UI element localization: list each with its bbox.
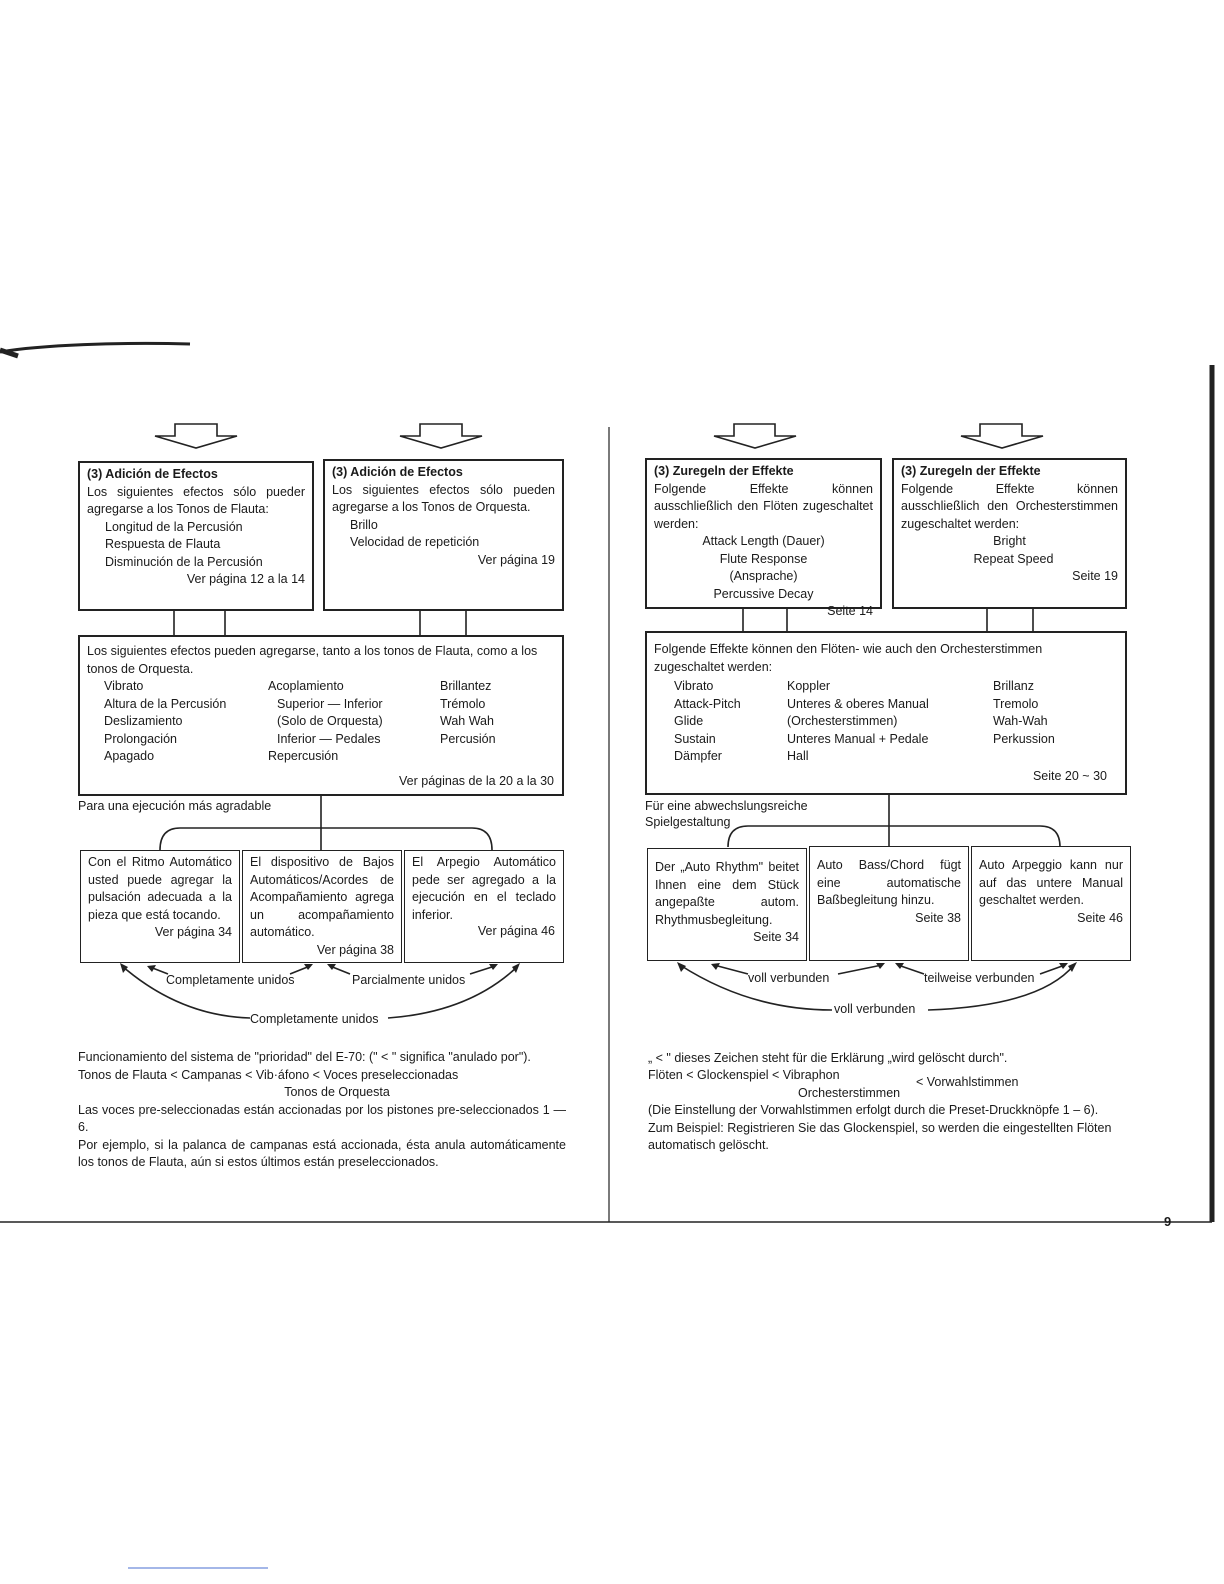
es-flute-page-ref: Ver página 12 a la 14 [186, 572, 305, 586]
es-arpeggio-text: El Arpegio Automático pede ser agregado a la ejecución en el teclado inferior. [412, 855, 556, 922]
es-common-item: Vibrato [104, 679, 144, 693]
es-common-item: Wah Wah [440, 714, 494, 728]
es-box-auto-arpeggio [404, 850, 564, 963]
de-priority-line: (Die Einstellung der Vorwahlstimmen erfolgt durch die Preset-Druckknöpfe 1 – 6). [648, 1103, 1099, 1117]
de-box-flute-effects [645, 458, 882, 618]
de-priority-rest [648, 1102, 1138, 1155]
de-rhythm-page-ref: Seite 34 [753, 930, 799, 944]
de-common-item: Dämpfer [674, 749, 722, 763]
es-common-col-1 [104, 678, 226, 766]
es-box-auto-bass [242, 850, 402, 963]
de-box-auto-bass [809, 846, 969, 961]
de-common-item: Wah-Wah [993, 714, 1048, 728]
es-priority-line: Funcionamiento del sistema de "prioridad" del E-70: (" < " significa "anulado por"). [78, 1050, 531, 1064]
de-common-intro: Folgende Effekte können den Flöten- wie auch den Orchesterstimmen zugeschaltet werden: [654, 642, 1043, 674]
de-common-col-2 [787, 678, 929, 766]
es-common-page-ref: Ver páginas de la 20 a la 30 [399, 773, 554, 788]
de-priority-orchestra: Orchesterstimmen [798, 1086, 901, 1100]
es-priority-text [78, 1049, 566, 1172]
es-common-item: Acoplamiento [268, 679, 344, 693]
de-common-col-1 [674, 678, 741, 766]
es-orchestra-page-ref: Ver página 19 [477, 552, 555, 567]
es-flute-item: Respuesta de Flauta [105, 537, 221, 551]
de-flute-item: Flute Response [719, 551, 808, 566]
es-rhythm-page-ref: Ver página 34 [154, 925, 232, 939]
es-box-orchestra-title: (3) Adición de Efectos [332, 465, 463, 479]
de-rhythm-text: Der „Auto Rhythm" beitet Ihnen eine dem Stück angepaßte autom. Rhythmusbegleitung. [655, 860, 799, 927]
es-common-item: Superior — Inferior [277, 696, 383, 711]
es-common-intro: Los siguientes efectos pueden agregarse, tanto a los tonos de Flauta, como a los tonos de Orquesta. [87, 644, 538, 676]
de-link-partial: teilweise verbunden [924, 971, 1035, 985]
es-arpeggio-page-ref: Ver página 46 [477, 923, 555, 938]
es-priority-line: Por ejemplo, si la palanca de campanas está accionada, ésta anula automáticamente los tonos de Flauta, aún si estos últimos están preseleccionados. [78, 1137, 566, 1169]
es-orchestra-item: Velocidad de repetición [350, 535, 480, 549]
es-box-flute-intro: Los siguientes efectos sólo pueder agregarse a los Tonos de Flauta: [87, 484, 305, 516]
de-box-orchestra-title: (3) Zuregeln der Effekte [901, 464, 1041, 478]
es-rhythm-text: Con el Ritmo Automático usted puede agregar la pulsación adecuada a la pieza que está tocando. [88, 855, 232, 922]
de-box-orchestra-intro: Folgende Effekte können ausschließlich den Orchesterstimmen zugeschaltet werden: [901, 481, 1118, 531]
es-box-flute-title: (3) Adición de Efectos [87, 467, 218, 481]
de-orchestra-item: Bright [993, 534, 1026, 548]
de-box-common-effects [645, 631, 1127, 795]
es-common-item: Repercusión [268, 749, 339, 763]
de-common-item: Brillanz [993, 679, 1034, 693]
es-bass-page-ref: Ver página 38 [316, 942, 394, 957]
es-agreeable-label: Para una ejecución más agradable [78, 799, 272, 813]
de-common-item: Attack-Pitch [674, 696, 741, 711]
de-common-item: Glide [674, 714, 704, 728]
de-common-item: Hall [787, 749, 809, 763]
es-common-item: Trémolo [440, 696, 486, 711]
de-common-item: Unteres Manual + Pedale [787, 731, 929, 746]
es-box-orchestra-intro: Los siguientes efectos sólo pueden agregarse a los Tonos de Orquesta. [332, 482, 555, 514]
es-priority-orchestra: Tonos de Orquesta [284, 1085, 390, 1099]
de-common-item: Perkussion [993, 731, 1055, 746]
es-orchestra-item: Brillo [350, 517, 378, 532]
de-priority-vorwahl: < Vorwahlstimmen [916, 1075, 1019, 1089]
es-common-item: Brillantez [440, 679, 492, 693]
de-orchestra-item: Repeat Speed [973, 551, 1054, 566]
page-number: 9 [1164, 1214, 1172, 1229]
de-link-full-2: voll verbunden [834, 1002, 916, 1016]
es-common-col-2 [268, 678, 383, 766]
es-priority-chain: Tonos de Flauta < Campanas < Vib·áfono < Voces preseleccionadas [78, 1067, 459, 1082]
es-common-item: Apagado [104, 749, 155, 763]
de-common-col-3 [993, 678, 1055, 748]
es-common-item: Inferior — Pedales [277, 731, 381, 746]
de-link-full-1: voll verbunden [748, 971, 830, 985]
es-flute-item: Disminución de la Percusión [105, 554, 263, 569]
de-common-item: Sustain [674, 731, 716, 746]
de-arpeggio-text: Auto Arpeggio kann nur auf das untere Manual geschaltet werden. [979, 858, 1123, 907]
es-link-full-2: Completamente unidos [250, 1012, 379, 1026]
de-flute-item: Percussive Decay [713, 586, 814, 601]
es-flute-item: Longitud de la Percusión [105, 519, 243, 534]
de-box-orchestra-effects [892, 458, 1127, 609]
de-common-page-ref: Seite 20 ~ 30 [1032, 768, 1107, 783]
de-priority-line: Zum Beispiel: Registrieren Sie das Glockenspiel, so werden die eingestellten Flöten automatisch gelöscht. [648, 1120, 1112, 1152]
de-common-item: Tremolo [993, 696, 1039, 711]
es-common-item: Prolongación [104, 731, 177, 746]
de-common-item: Unteres & oberes Manual [787, 696, 929, 711]
de-bass-text: Auto Bass/Chord fügt eine automatische Baßbegleitung hinzu. [817, 858, 961, 907]
de-priority-line: „ < " dieses Zeichen steht für die Erklärung „wird gelöscht durch". [648, 1051, 1008, 1065]
es-box-orchestra-effects [323, 459, 564, 611]
de-flute-item: Attack Length (Dauer) [702, 534, 825, 548]
es-common-item: Percusión [440, 731, 496, 746]
es-common-item: Altura de la Percusión [104, 696, 227, 711]
es-priority-line: Las voces pre-seleccionadas están accionadas por los pistones pre-seleccionados 1 — 6. [78, 1102, 566, 1134]
de-box-flute-title: (3) Zuregeln der Effekte [654, 464, 794, 478]
es-bass-text: El dispositivo de Bajos Automáticos/Acordes de Acompañamiento agrega un acompañamiento automático. [250, 855, 394, 939]
es-common-item: (Solo de Orquesta) [277, 714, 383, 728]
de-box-auto-rhythm [647, 848, 807, 961]
es-box-auto-rhythm [80, 850, 240, 963]
es-link-full-1: Completamente unidos [166, 973, 295, 987]
de-flute-page-ref: Seite 14 [827, 604, 873, 618]
es-box-flute-effects [78, 461, 314, 611]
de-box-flute-intro: Folgende Effekte können ausschließlich den Flöten zugeschaltet werden: [654, 481, 873, 531]
de-box-auto-arpeggio [971, 846, 1131, 961]
es-box-common-effects [78, 635, 564, 796]
de-arpeggio-page-ref: Seite 46 [1077, 910, 1123, 925]
de-bass-page-ref: Seite 38 [915, 910, 961, 925]
es-link-partial: Parcialmente unidos [352, 973, 466, 987]
de-priority-chain: Flöten < Glockenspiel < Vibraphon [648, 1068, 840, 1082]
de-common-item: (Orchesterstimmen) [787, 714, 898, 728]
es-common-item: Deslizamiento [104, 714, 183, 728]
es-common-col-3 [440, 678, 496, 748]
de-flute-item: (Ansprache) [729, 569, 798, 583]
de-common-item: Koppler [787, 679, 831, 693]
de-common-item: Vibrato [674, 679, 714, 693]
de-agreeable-label: Für eine abwechslungsreiche Spielgestaltung [645, 799, 808, 829]
de-orchestra-page-ref: Seite 19 [1072, 569, 1118, 583]
